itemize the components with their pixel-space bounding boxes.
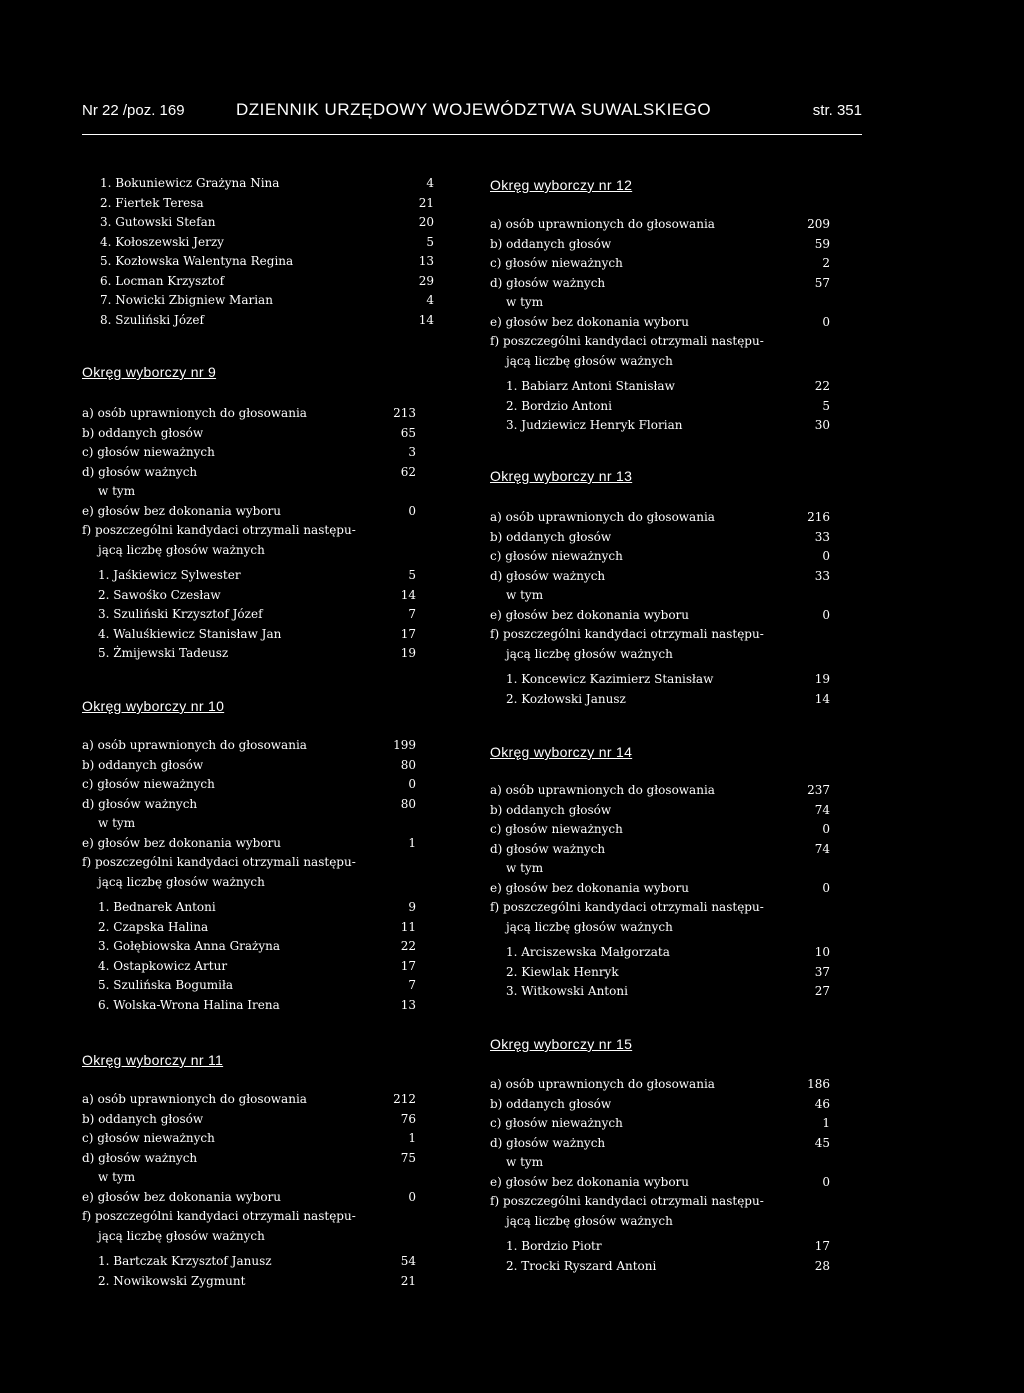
no-choice-votes-row-label: e) głosów bez dokonania wyboru [82, 503, 282, 518]
candidate-row-label: 1. Koncewicz Kazimierz Stanisław [506, 672, 714, 686]
votes-cast-row-label: b) oddanych głosów [490, 236, 612, 251]
candidate-row [82, 1272, 416, 1292]
candidate-row [490, 397, 830, 417]
candidate-row [82, 898, 416, 918]
district-14-results [490, 781, 830, 1002]
valid-votes-row-value: 62 [400, 464, 416, 479]
votes-cast-row [490, 528, 830, 548]
valid-votes-row-value: 33 [814, 568, 830, 583]
candidate-row [82, 918, 416, 938]
list-item: 8. Szuliński Józef 14 [100, 312, 434, 327]
valid-votes-row [490, 1134, 830, 1154]
district-15-results [490, 1075, 830, 1276]
eligible-voters-row-value: 209 [807, 217, 830, 231]
list-item: 7. Nowicki Zbigniew Marian 4 [100, 293, 434, 307]
candidates-intro-cont-row [490, 1212, 830, 1232]
candidate-row-value: 28 [814, 1258, 830, 1273]
votes-cast-row [490, 801, 830, 821]
invalid-votes-row-label: c) głosów nieważnych [82, 1131, 215, 1145]
candidates-intro-cont-row [82, 873, 416, 893]
candidate-row-value: 14 [400, 587, 416, 602]
valid-votes-row-label: d) głosów ważnych [490, 841, 606, 856]
candidate-row-label: 2. Nowikowski Zygmunt [98, 1273, 246, 1288]
invalid-votes-row-label: c) głosów nieważnych [490, 822, 623, 836]
candidate-row-label: 1. Jaśkiewicz Sylwester [98, 568, 241, 582]
candidate-row-label: 6. Wolska-Wrona Halina Irena [98, 997, 280, 1012]
in-which-row-label: w tym [506, 295, 544, 309]
page-number: str. 351 [812, 102, 862, 119]
district-15-title: Okręg wyborczy nr 15 [490, 1036, 633, 1052]
invalid-votes-row [490, 1114, 830, 1134]
candidates-intro-row [82, 853, 416, 873]
candidates-intro-row [490, 332, 830, 352]
district-9-title: Okręg wyborczy nr 9 [82, 364, 217, 380]
valid-votes-row-label: d) głosów ważnych [490, 275, 606, 290]
invalid-votes-row-label: c) głosów nieważnych [490, 549, 623, 563]
no-choice-votes-row [490, 1173, 830, 1193]
candidate-row-value: 17 [400, 958, 416, 973]
candidate-row [490, 1237, 830, 1257]
votes-cast-row [490, 1095, 830, 1115]
candidate-row [82, 996, 416, 1016]
candidates-intro-row-label: f) poszczególni kandydaci otrzymali następu- [490, 334, 764, 348]
invalid-votes-row-value: 1 [408, 1131, 416, 1145]
eligible-voters-row-label: a) osób uprawnionych do głosowania [82, 738, 307, 752]
eligible-voters-row-value: 212 [393, 1092, 416, 1106]
candidate-row [82, 605, 416, 625]
no-choice-votes-row-label: e) głosów bez dokonania wyboru [82, 1189, 282, 1204]
candidates-intro-cont-row [82, 541, 416, 561]
votes-cast-row-label: b) oddanych głosów [82, 425, 204, 440]
candidates-intro-cont-row-label: jącą liczbę głosów ważnych [506, 646, 673, 661]
candidate-row-value: 10 [814, 945, 830, 959]
district-9-results [82, 404, 416, 664]
votes-cast-row [490, 235, 830, 255]
candidate-row-value: 37 [814, 964, 830, 979]
candidate-row-value: 7 [408, 978, 416, 992]
candidate-row-label: 2. Trocki Ryszard Antoni [506, 1258, 657, 1273]
valid-votes-row-label: d) głosów ważnych [490, 568, 606, 583]
invalid-votes-row [490, 820, 830, 840]
no-choice-votes-row-label: e) głosów bez dokonania wyboru [490, 607, 690, 622]
candidates-intro-row-label: f) poszczególni kandydaci otrzymali następu- [82, 855, 356, 869]
candidate-row-value: 13 [400, 997, 416, 1012]
candidates-intro-row [490, 1192, 830, 1212]
votes-cast-row-value: 76 [400, 1111, 416, 1126]
eligible-voters-row [82, 1090, 416, 1110]
invalid-votes-row-value: 2 [822, 256, 830, 270]
list-item: 1. Bokuniewicz Grażyna Nina 4 [100, 176, 434, 190]
district-11-results [82, 1090, 416, 1291]
eligible-voters-row-label: a) osób uprawnionych do głosowania [490, 217, 715, 231]
candidates-intro-cont-row [82, 1227, 416, 1247]
candidate-row-value: 22 [400, 939, 416, 953]
valid-votes-row [490, 840, 830, 860]
in-which-row [490, 586, 830, 606]
candidates-intro-row [490, 898, 830, 918]
candidate-row [82, 1252, 416, 1272]
invalid-votes-row [490, 254, 830, 274]
votes-cast-row [82, 424, 416, 444]
candidates-intro-cont-row-label: jącą liczbę głosów ważnych [98, 1228, 265, 1243]
candidate-row-label: 1. Babiarz Antoni Stanisław [506, 379, 675, 393]
candidate-row-label: 2. Sawośko Czesław [98, 587, 221, 602]
candidates-intro-row [82, 521, 416, 541]
valid-votes-row-value: 45 [814, 1135, 830, 1150]
invalid-votes-row-value: 3 [408, 445, 416, 459]
in-which-row [82, 482, 416, 502]
candidate-row-label: 5. Szulińska Bogumiła [98, 978, 234, 992]
votes-cast-row-label: b) oddanych głosów [82, 1111, 204, 1126]
eligible-voters-row-value: 237 [807, 783, 830, 797]
candidate-row-label: 4. Ostapkowicz Artur [98, 958, 228, 973]
invalid-votes-row-value: 1 [822, 1116, 830, 1130]
no-choice-votes-row-value: 0 [408, 503, 416, 518]
candidate-row-value: 17 [814, 1239, 830, 1253]
candidate-row-label: 3. Witkowski Antoni [506, 984, 628, 998]
candidate-row [82, 644, 416, 664]
eligible-voters-row [490, 781, 830, 801]
candidate-row [82, 625, 416, 645]
valid-votes-row-label: d) głosów ważnych [490, 1135, 606, 1150]
votes-cast-row-label: b) oddanych głosów [490, 529, 612, 544]
votes-cast-row-value: 74 [814, 802, 830, 817]
district-13-title: Okręg wyborczy nr 13 [490, 468, 633, 484]
candidate-row-value: 22 [814, 379, 830, 393]
invalid-votes-row-label: c) głosów nieważnych [82, 777, 215, 791]
candidate-row [490, 670, 830, 690]
eligible-voters-row-label: a) osób uprawnionych do głosowania [490, 1077, 715, 1091]
eligible-voters-row [490, 215, 830, 235]
header-rule [82, 134, 862, 135]
votes-cast-row-value: 59 [814, 236, 830, 251]
votes-cast-row-value: 33 [814, 529, 830, 544]
candidate-row [490, 982, 830, 1002]
in-which-row [490, 1153, 830, 1173]
invalid-votes-row [82, 443, 416, 463]
in-which-row [490, 859, 830, 879]
candidate-row [82, 937, 416, 957]
votes-cast-row-label: b) oddanych głosów [490, 802, 612, 817]
eligible-voters-row-value: 199 [393, 738, 416, 752]
valid-votes-row-label: d) głosów ważnych [82, 464, 198, 479]
invalid-votes-row [82, 1129, 416, 1149]
candidate-row-value: 11 [400, 919, 416, 934]
candidate-row-label: 2. Bordzio Antoni [506, 398, 612, 413]
candidate-row [490, 377, 830, 397]
valid-votes-row-value: 74 [814, 841, 830, 856]
eligible-voters-row [82, 736, 416, 756]
no-choice-votes-row-label: e) głosów bez dokonania wyboru [490, 880, 690, 895]
no-choice-votes-row [490, 879, 830, 899]
candidate-row-value: 54 [400, 1254, 416, 1268]
candidate-row [490, 416, 830, 436]
no-choice-votes-row-label: e) głosów bez dokonania wyboru [82, 835, 282, 850]
eligible-voters-row-label: a) osób uprawnionych do głosowania [82, 1092, 307, 1106]
list-item: 3. Gutowski Stefan 20 [100, 215, 434, 229]
no-choice-votes-row [490, 313, 830, 333]
votes-cast-row-label: b) oddanych głosów [82, 757, 204, 772]
votes-cast-row-value: 80 [400, 757, 416, 772]
district-14-title: Okręg wyborczy nr 14 [490, 744, 633, 760]
district-12-results [490, 215, 830, 436]
invalid-votes-row-value: 0 [822, 549, 830, 563]
candidate-row-label: 5. Żmijewski Tadeusz [98, 646, 229, 660]
valid-votes-row-value: 75 [400, 1150, 416, 1165]
in-which-row-label: w tym [98, 816, 136, 830]
candidate-row-value: 19 [814, 672, 830, 686]
valid-votes-row [82, 1149, 416, 1169]
candidate-row [490, 1257, 830, 1277]
in-which-row-label: w tym [506, 861, 544, 875]
candidates-intro-cont-row [490, 352, 830, 372]
valid-votes-row-value: 57 [814, 275, 830, 290]
list-item: 2. Fiertek Teresa 21 [100, 195, 434, 210]
invalid-votes-row [82, 775, 416, 795]
valid-votes-row [82, 795, 416, 815]
no-choice-votes-row-value: 1 [408, 835, 416, 850]
candidates-intro-cont-row [490, 645, 830, 665]
candidate-row-label: 1. Bordzio Piotr [506, 1239, 602, 1253]
no-choice-votes-row-value: 0 [408, 1189, 416, 1204]
invalid-votes-row-value: 0 [408, 777, 416, 791]
candidates-intro-row [82, 1207, 416, 1227]
candidates-intro-cont-row-label: jącą liczbę głosów ważnych [506, 1213, 673, 1228]
candidate-row-label: 1. Bartczak Krzysztof Janusz [98, 1254, 272, 1268]
votes-cast-row-value: 65 [400, 425, 416, 440]
candidate-row [82, 976, 416, 996]
eligible-voters-row-label: a) osób uprawnionych do głosowania [490, 510, 715, 524]
eligible-voters-row-label: a) osób uprawnionych do głosowania [82, 406, 307, 420]
no-choice-votes-row-value: 0 [822, 607, 830, 622]
valid-votes-row-label: d) głosów ważnych [82, 1150, 198, 1165]
continued-candidate-list [100, 174, 434, 330]
valid-votes-row [82, 463, 416, 483]
candidates-intro-row-label: f) poszczególni kandydaci otrzymali następu- [490, 627, 764, 641]
candidate-row-value: 5 [408, 568, 416, 582]
in-which-row-label: w tym [98, 1170, 136, 1184]
candidate-row-value: 19 [400, 646, 416, 660]
votes-cast-row [82, 756, 416, 776]
votes-cast-row-value: 46 [814, 1096, 830, 1111]
no-choice-votes-row-value: 0 [822, 314, 830, 329]
eligible-voters-row-value: 216 [807, 510, 830, 524]
candidate-row-label: 4. Waluśkiewicz Stanisław Jan [98, 626, 282, 641]
in-which-row-label: w tym [98, 484, 136, 498]
district-10-title: Okręg wyborczy nr 10 [82, 698, 225, 714]
candidate-row-label: 3. Judziewicz Henryk Florian [506, 418, 683, 432]
eligible-voters-row [82, 404, 416, 424]
candidate-row [490, 943, 830, 963]
district-10-results [82, 736, 416, 1015]
candidate-row-label: 2. Kiewlak Henryk [506, 964, 619, 979]
candidate-row-value: 9 [408, 900, 416, 914]
valid-votes-row [490, 274, 830, 294]
invalid-votes-row-label: c) głosów nieważnych [490, 1116, 623, 1130]
candidate-row-value: 27 [814, 984, 830, 998]
invalid-votes-row-label: c) głosów nieważnych [490, 256, 623, 270]
district-12-title: Okręg wyborczy nr 12 [490, 177, 633, 193]
candidates-intro-cont-row-label: jącą liczbę głosów ważnych [506, 919, 673, 934]
candidate-row-label: 1. Bednarek Antoni [98, 900, 216, 914]
candidate-row-value: 7 [408, 607, 416, 621]
candidate-row-value: 30 [814, 418, 830, 432]
candidate-row [490, 690, 830, 710]
district-11-title: Okręg wyborczy nr 11 [82, 1052, 224, 1068]
candidates-intro-row-label: f) poszczególni kandydaci otrzymali następu- [82, 1209, 356, 1223]
list-item: 4. Kołoszewski Jerzy 5 [100, 234, 434, 249]
no-choice-votes-row [82, 834, 416, 854]
no-choice-votes-row [82, 502, 416, 522]
candidate-row-value: 5 [822, 398, 830, 413]
no-choice-votes-row [490, 606, 830, 626]
no-choice-votes-row-value: 0 [822, 880, 830, 895]
candidate-row [82, 586, 416, 606]
candidates-intro-row-label: f) poszczególni kandydaci otrzymali następu- [490, 1194, 764, 1208]
eligible-voters-row [490, 508, 830, 528]
candidates-intro-cont-row [490, 918, 830, 938]
votes-cast-row-label: b) oddanych głosów [490, 1096, 612, 1111]
candidate-row [82, 957, 416, 977]
issue-number: Nr 22 /poz. 169 [82, 102, 185, 119]
in-which-row [82, 814, 416, 834]
no-choice-votes-row [82, 1188, 416, 1208]
in-which-row [82, 1168, 416, 1188]
candidates-intro-row-label: f) poszczególni kandydaci otrzymali następu- [82, 523, 356, 537]
candidates-intro-cont-row-label: jącą liczbę głosów ważnych [98, 874, 265, 889]
invalid-votes-row-value: 0 [822, 822, 830, 836]
in-which-row-label: w tym [506, 1155, 544, 1169]
candidate-row-value: 17 [400, 626, 416, 641]
page-header [82, 100, 862, 130]
eligible-voters-row [490, 1075, 830, 1095]
votes-cast-row [82, 1110, 416, 1130]
list-item: 6. Locman Krzysztof 29 [100, 273, 434, 288]
district-13-results [490, 508, 830, 709]
in-which-row [490, 293, 830, 313]
valid-votes-row [490, 567, 830, 587]
eligible-voters-row-value: 213 [393, 406, 416, 420]
candidate-row [82, 566, 416, 586]
journal-title: DZIENNIK URZĘDOWY WOJEWÓDZTWA SUWALSKIEGO [236, 100, 712, 119]
candidate-row-label: 2. Kozłowski Janusz [506, 691, 626, 706]
candidates-intro-row-label: f) poszczególni kandydaci otrzymali następu- [490, 900, 764, 914]
candidate-row-label: 1. Arciszewska Małgorzata [506, 945, 670, 959]
list-item: 5. Kozłowska Walentyna Regina 13 [100, 254, 434, 268]
eligible-voters-row-label: a) osób uprawnionych do głosowania [490, 783, 715, 797]
no-choice-votes-row-label: e) głosów bez dokonania wyboru [490, 314, 690, 329]
candidates-intro-cont-row-label: jącą liczbę głosów ważnych [98, 542, 265, 557]
eligible-voters-row-value: 186 [807, 1077, 830, 1091]
in-which-row-label: w tym [506, 588, 544, 602]
candidate-row-label: 2. Czapska Halina [98, 919, 209, 934]
invalid-votes-row-label: c) głosów nieważnych [82, 445, 215, 459]
candidate-row-label: 3. Szuliński Krzysztof Józef [98, 607, 263, 621]
valid-votes-row-value: 80 [400, 796, 416, 811]
candidate-row [490, 963, 830, 983]
no-choice-votes-row-label: e) głosów bez dokonania wyboru [490, 1174, 690, 1189]
invalid-votes-row [490, 547, 830, 567]
candidate-row-label: 3. Gołębiowska Anna Grażyna [98, 939, 281, 953]
candidates-intro-cont-row-label: jącą liczbę głosów ważnych [506, 353, 673, 368]
no-choice-votes-row-value: 0 [822, 1174, 830, 1189]
valid-votes-row-label: d) głosów ważnych [82, 796, 198, 811]
candidates-intro-row [490, 625, 830, 645]
candidate-row-value: 21 [400, 1273, 416, 1288]
candidate-row-value: 14 [814, 691, 830, 706]
